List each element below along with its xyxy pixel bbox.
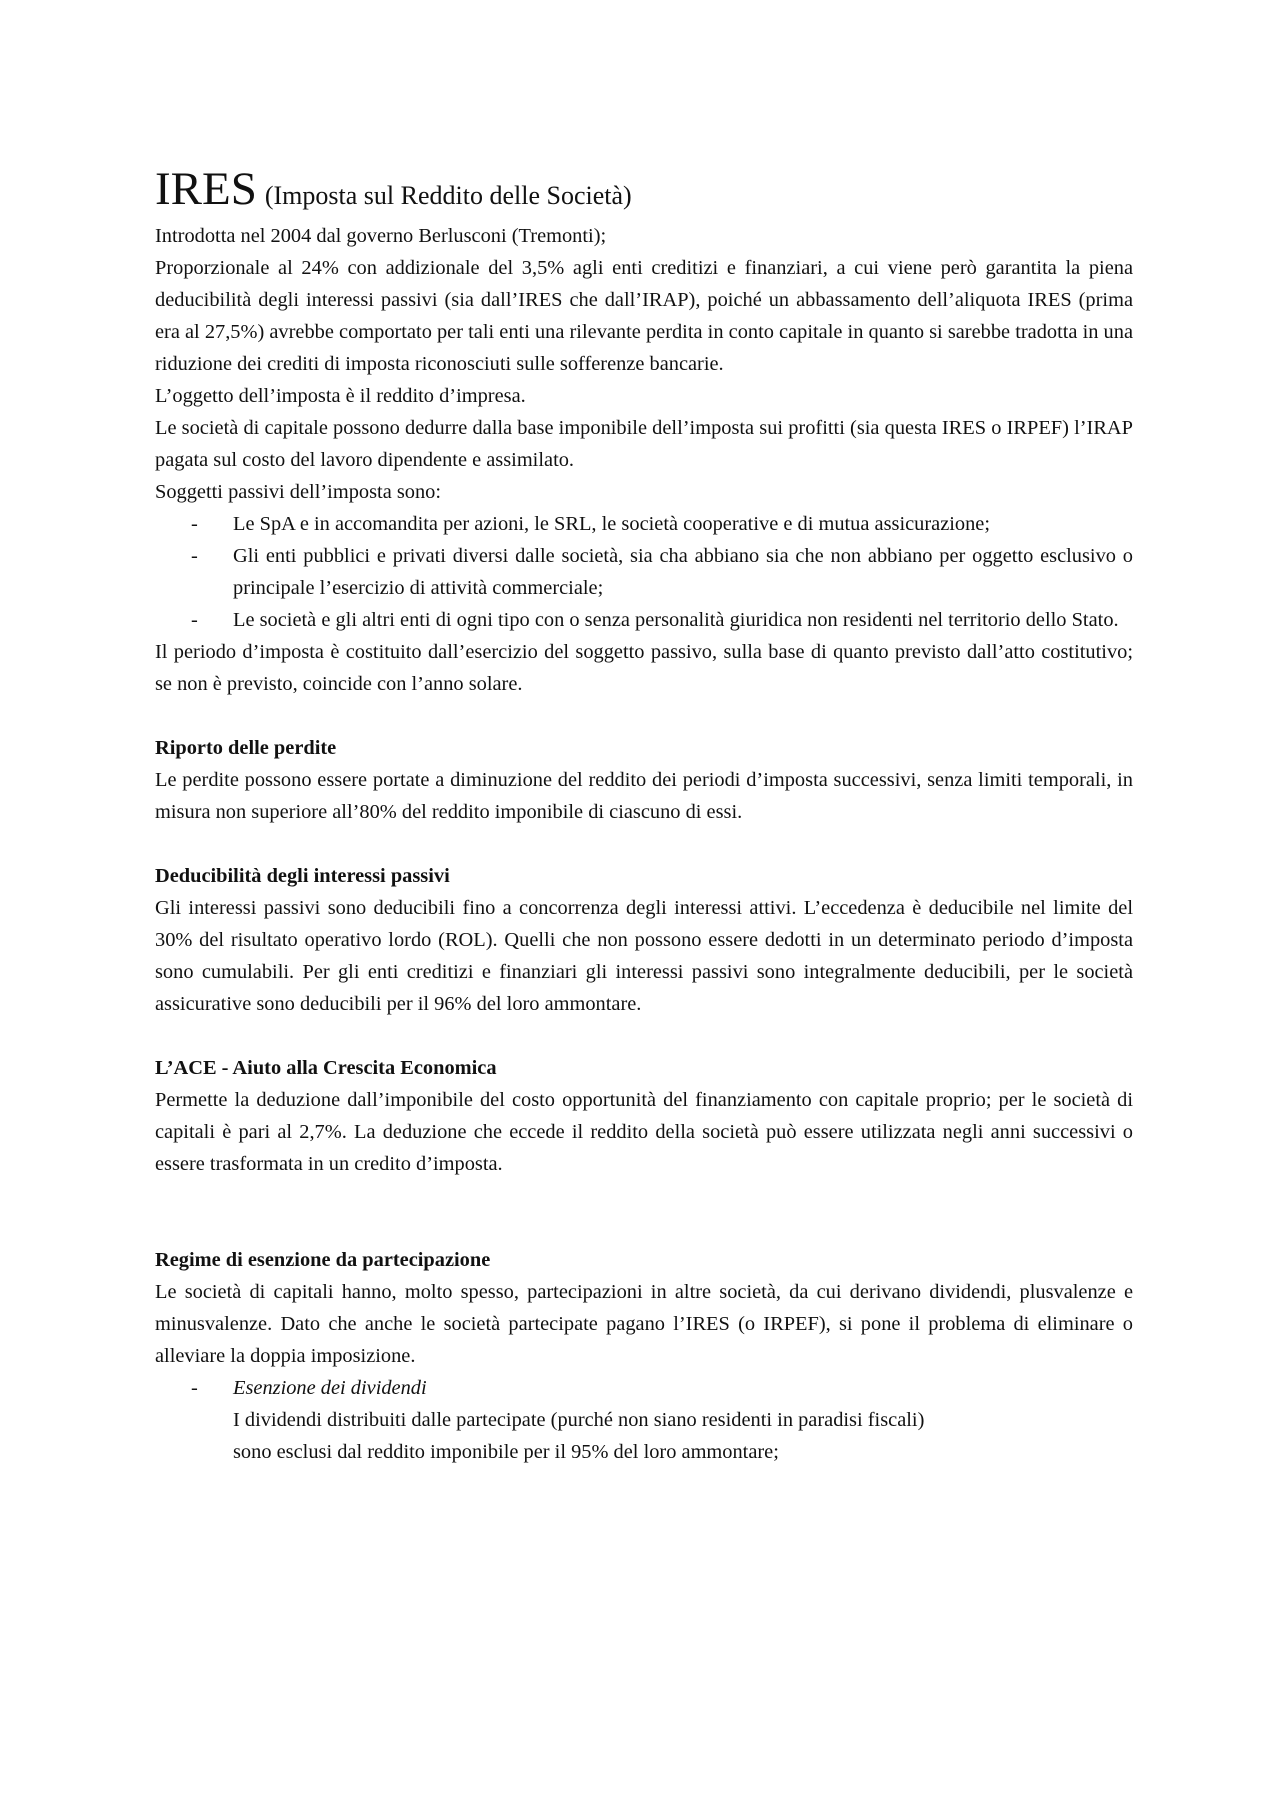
title-main: IRES <box>155 163 257 215</box>
intro-paragraph-6: Il periodo d’imposta è costituito dall’esercizio del soggetto passivo, sulla base di quanto previsto dall’atto costitutivo; se non è previsto, coincide con l’anno solare. <box>155 641 1133 695</box>
section-heading-ace: L’ACE - Aiuto alla Crescita Economica <box>155 1057 497 1079</box>
taxpayers-list <box>155 508 1133 636</box>
section-text-interessi: Gli interessi passivi sono deducibili fino a concorrenza degli interessi attivi. L’eccedenza è deducibile nel limite del 30% del risultato operativo lordo (ROL). Quelli che non possono essere dedotti in un determinato periodo d’imposta sono cumulabili. Per gli enti creditizi e finanziari gli interessi passivi sono integralmente deducibili, per le società assicurative sono deducibili per il 96% del loro ammontare. <box>155 897 1133 1015</box>
intro-paragraph-2: Proporzionale al 24% con addizionale del 3,5% agli enti creditizi e finanziari, a cui viene però garantita la piena deducibilità degli interessi passivi (sia dall’IRES che dall’IRAP), poiché un abbassamento dell’aliquota IRES (prima era al 27,5%) avrebbe comportato per tali enti una rilevante perdita in conto capitale in quanto si sarebbe tradotta in una riduzione dei crediti di imposta riconosciuti sulle sofferenze bancarie. <box>155 257 1133 375</box>
section-text-esenzione: Le società di capitali hanno, molto spesso, partecipazioni in altre società, da cui derivano dividendi, plusvalenze e minusvalenze. Dato che anche le società partecipate pagano l’IRES (o IRPEF), si pone il problema di eliminare o alleviare la doppia imposizione. <box>155 1281 1133 1367</box>
spacer <box>155 1020 1133 1052</box>
list-item: - Le SpA e in accomandita per azioni, le SRL, le società cooperative e di mutua assicurazione; <box>233 508 1133 540</box>
list-item: - Gli enti pubblici e privati diversi dalle società, sia cha abbiano sia che non abbiano per oggetto esclusivo o principale l’esercizio di attività commerciale; <box>233 540 1133 604</box>
spacer <box>155 828 1133 860</box>
intro-paragraph-1: Introdotta nel 2004 dal governo Berlusconi (Tremonti); <box>155 225 607 247</box>
section-heading-perdite: Riporto delle perdite <box>155 737 337 759</box>
section-heading-interessi: Deducibilità degli interessi passivi <box>155 865 450 887</box>
intro-paragraph-3: L’oggetto dell’imposta è il reddito d’impresa. <box>155 385 526 407</box>
list-item-line-1: I dividendi distribuiti dalle partecipate (purché non siano residenti in paradisi fiscali) <box>233 1409 925 1431</box>
intro-paragraph-5: Soggetti passivi dell’imposta sono: <box>155 481 442 503</box>
section-text-perdite: Le perdite possono essere portate a diminuzione del reddito dei periodi d’imposta successivi, senza limiti temporali, in misura non superiore all’80% del reddito imponibile di ciascuno di essi. <box>155 769 1133 823</box>
list-item: - Le società e gli altri enti di ogni tipo con o senza personalità giuridica non residenti nel territorio dello Stato. <box>233 604 1133 636</box>
list-item-line-2: sono esclusi dal reddito imponibile per il 95% del loro ammontare; <box>233 1441 779 1463</box>
title-subtitle: (Imposta sul Reddito delle Società) <box>264 181 632 210</box>
spacer <box>155 1180 1133 1244</box>
exemption-list <box>155 1372 1133 1468</box>
list-item <box>233 1372 1133 1468</box>
section-heading-esenzione: Regime di esenzione da partecipazione <box>155 1249 491 1271</box>
intro-paragraph-4: Le società di capitale possono dedurre dalla base imponibile dell’imposta sui profitti (sia questa IRES o IRPEF) l’IRAP pagata sul costo del lavoro dipendente e assimilato. <box>155 417 1133 471</box>
page-title <box>155 160 1133 218</box>
document-page <box>155 160 1133 1468</box>
spacer <box>155 700 1133 732</box>
list-item-title: - Esenzione dei dividendi <box>233 1377 427 1399</box>
section-text-ace: Permette la deduzione dall’imponibile del costo opportunità del finanziamento con capitale proprio; per le società di capitali è pari al 2,7%. La deduzione che eccede il reddito della società può essere utilizzata negli anni successivi o essere trasformata in un credito d’imposta. <box>155 1089 1133 1175</box>
